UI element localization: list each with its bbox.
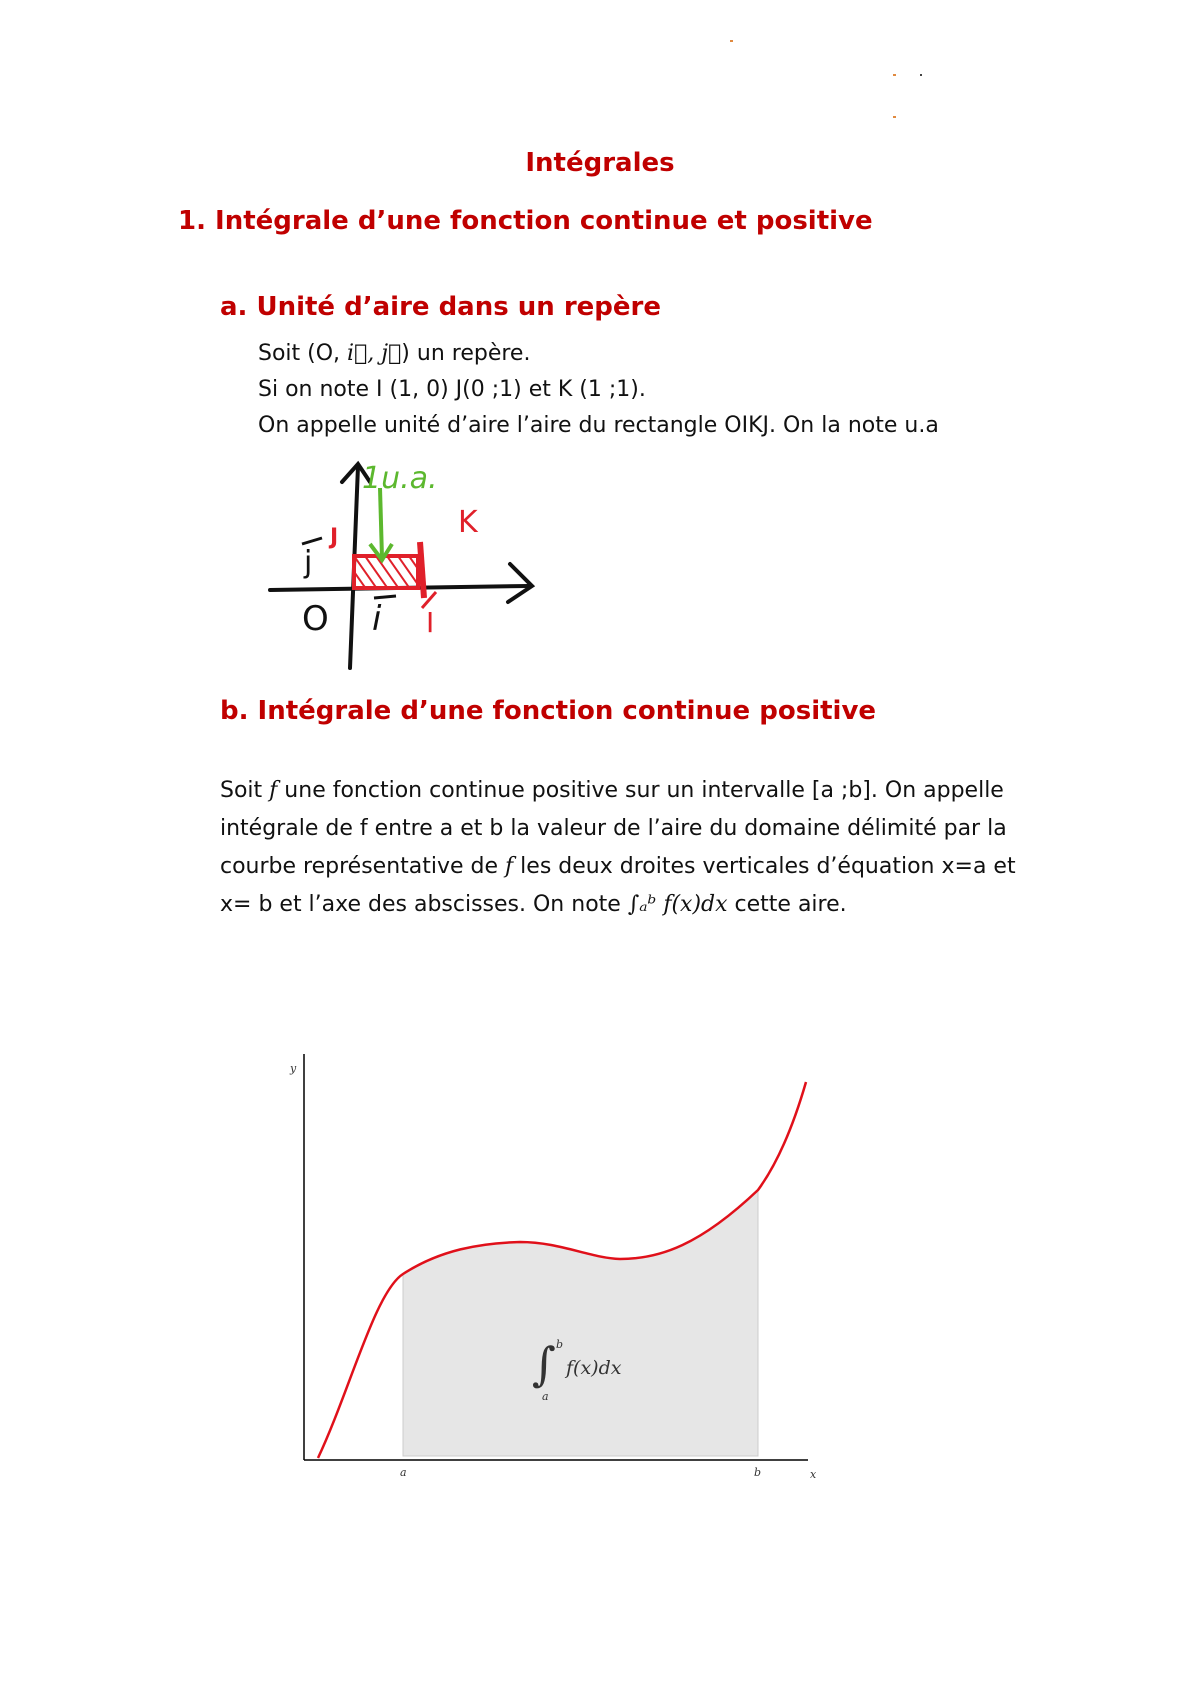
page-title: Intégrales <box>525 148 675 178</box>
scan-speck <box>730 40 733 42</box>
sketch-i-vector-arrow <box>374 596 396 598</box>
def-part-1: Soit <box>220 778 270 803</box>
integral-lower-bound: a <box>542 1390 549 1403</box>
scan-speck <box>893 74 896 76</box>
sketch-origin-label: O <box>302 599 329 639</box>
def-part-2: une fonction continue positive sur un intervalle [a ;b]. On appelle intégrale de f entre a et b la valeur de l’aire du domaine délimité par la courbe représentative de <box>220 778 1007 879</box>
integral-sign-icon: ∫ <box>532 1337 556 1391</box>
integral-body: f(x)dx <box>566 1357 622 1379</box>
scan-speck <box>920 74 922 76</box>
sketch-k-mark <box>420 542 424 598</box>
unit-area-line-1 <box>258 336 530 372</box>
integral-area-graph <box>270 1030 830 1500</box>
unit-area-sketch <box>258 452 558 682</box>
sketch-j-vector: j <box>304 545 313 580</box>
def-part-3: les deux droites verticales d’équation x=a et x= b et l’axe des abscisses. On note <box>220 854 1016 917</box>
def-integral-notation: ∫ₐᵇ f(x)dx <box>627 892 728 917</box>
sketch-x-arrow <box>508 564 532 602</box>
unit-area-line-3: On appelle unité d’aire l’aire du rectangle OIKJ. On la note u.a <box>258 413 939 438</box>
def-f-1: f <box>269 778 278 803</box>
sketch-j-vector-arrow <box>302 538 322 544</box>
area-under-curve <box>403 1190 758 1456</box>
basis-vectors: i⃗, j⃗ <box>347 341 402 366</box>
line-1-prefix: Soit (O, <box>258 341 348 366</box>
sketch-i-vector: i <box>372 599 382 639</box>
subsection-b-heading: b. Intégrale d’une fonction continue positive <box>220 696 877 726</box>
scan-speck <box>893 116 896 118</box>
integral-upper-bound: b <box>556 1338 564 1351</box>
line-1-suffix: ) un repère. <box>401 341 531 366</box>
def-f-2: f <box>505 854 514 879</box>
sketch-ua-arrow <box>380 488 382 558</box>
graph-a-label: a <box>400 1466 407 1479</box>
sketch-k-label: K <box>458 505 478 540</box>
graph-x-label: x <box>810 1468 817 1481</box>
unit-area-line-2: Si on note I (1, 0) J(0 ;1) et K (1 ;1). <box>258 377 646 402</box>
graph-y-label: y <box>290 1062 297 1075</box>
sketch-ua-label: 1u.a. <box>362 461 438 496</box>
integral-definition <box>220 772 1040 924</box>
graph-b-label: b <box>754 1466 762 1479</box>
sketch-j-label: J <box>330 525 339 550</box>
unit-square-hatched <box>354 556 418 588</box>
sketch-i-label: I <box>426 606 435 639</box>
section-1-heading: 1. Intégrale d’une fonction continue et positive <box>178 206 873 236</box>
subsection-a-heading: a. Unité d’aire dans un repère <box>220 292 661 322</box>
def-part-4: cette aire. <box>727 892 847 917</box>
